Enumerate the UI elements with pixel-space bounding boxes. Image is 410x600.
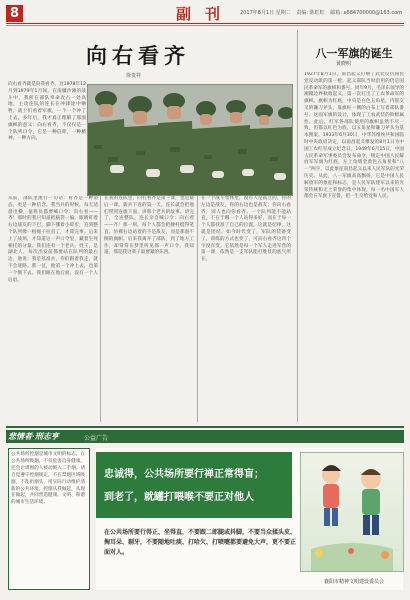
psa-body-text: 在公共场所要行得正、坐得直，不要跟二郎腿或抖脚，不要当众揉头皮、掏耳朵、剔牙，不要随地吐痰、打哈欠、打喷嚏都要避免大声，更不要正面对人。 — [104, 529, 297, 556]
psa-slogan-line-1: 忠诚得，公共场所要行禅正常得盲； — [104, 469, 264, 480]
main-article-lead: 向右看齐就是向我看齐。这1978年12月到1979年1月间，在南疆沙滩的战斗中，我所在部队奉命攻占一处高地，主攻连队的连长在冲锋途中牺牲，战士们看着军旗，一个一个冲了上去。多年后，我才真正理解了那面旗帜的意义：向右看齐，不仅仅是一个队列口令，它是一种信仰，一种精神，一种方向。 — [8, 82, 86, 142]
side-article-title: 八一军旗的诞生 — [315, 47, 393, 60]
psa-illustration — [300, 452, 404, 572]
psa-slogan-line-2: 到老了，就罐打喂喉不要正对他人 — [104, 492, 254, 503]
bottom-section-title: 悲情者·刑志亨 — [8, 431, 59, 441]
bottom-section-subtitle: 公益广告 — [84, 435, 109, 442]
section-title: 副刊 — [176, 5, 235, 23]
column-divider — [100, 196, 101, 422]
soldiers-photo — [87, 84, 293, 196]
masthead-rule-thin — [6, 25, 404, 26]
child-illustration — [301, 453, 403, 571]
masthead-rule — [6, 23, 404, 24]
column-divider — [297, 30, 298, 422]
editor-credit: 责编: 陈虹虹 — [296, 10, 325, 16]
main-article-column-2: 在我的连队里，向右看齐是第一课，也是最后一课。新兵下连的第一天，连长就会把他们带到连旗下面，讲那个老兵的故事。讲完了，全连整队，连长亲自喊口令：向右看——齐！那一刻，每个人都会把腰杆挺得笔直，仿佛右边站着的不是战友，而是那面不倒的旗帜。后来我离开了部队，到了地方工作，却常常在梦里听见那一声口令。我知道，那是我这辈子最要紧的东西。 — [104, 196, 194, 256]
page-number-badge: 8 — [6, 5, 23, 22]
main-article-author: 徐贵祥 — [126, 73, 142, 79]
side-article-author: 黄晓明 — [336, 61, 352, 67]
bottom-section-header — [6, 430, 404, 443]
masthead-meta — [236, 9, 402, 16]
psa-text: 公共场所控烟是城市文明的标志。在公共场所吸烟，不仅危害自身健康，还会让周围的人被动吸入二手烟。请自觉遵守控烟规定，不在禁烟区域吸烟，不乱扔烟头，用实际行动维护清新的公共环境。控烟从我做起，从现在做起，共同营造健康、文明、和谐的城市生活环境。 — [11, 452, 85, 506]
column-divider — [197, 196, 198, 422]
psa-signature: 襄阳市精神文明建设委员会 — [324, 579, 385, 585]
issue-date: 2017年8月1日 星期二 — [240, 10, 291, 16]
bottom-section-rule — [6, 426, 404, 428]
psa-banner — [96, 452, 292, 518]
side-article-body: 1927年8月1日，南昌起义打响了武装反抗国民党反动派的第一枪。起义部队当时沿用的仍是国民革命军的旗帜和番号。同年9月，毛泽东领导的湘赣边界秋收起义，第一次打出了工农革命军的旗帜。旗帜为红底，中央是白色五角星，内嵌交叉的镰刀斧头，靠旗杆一侧的白布上写着部队番号。这面军旗的设计，体现了工农武装的阶级属性。此后，红军各部队使用的旗帜虽然不尽一致，但都以红色为底，以五角星和镰刀斧头为基本图案。1933年6月30日，中华苏维埃共和国临时中央政府决定，以南昌起义爆发的8月1日为中国工农红军成立纪念日。1949年6月15日，中国人民革命军事委员会发布命令，规定中国人民解放军军旗为红底，左上角缀金黄色五角星和“八一”两字，以此象征南昌起义以来人民军队的光荣历史。从此，八一军旗高高飘扬，它是中国人民解放军的象征和标志，是人民军队建军以来的光荣传统和无上荣誉的集中体现。每一名中国军人都会在军旗下宣誓，把一生交给党和人民。 — [304, 72, 404, 200]
soldiers-illustration — [88, 85, 292, 195]
editor-email[interactable]: 邮箱: a884700000@163.com — [330, 10, 402, 16]
main-article-title: 向右看齐 — [86, 43, 190, 68]
main-article-column-1: 从前，部队里流行一句话：看齐是一种姿态，更是一种信念。我当兵的时候，每天清晨出操，值班员都要喊口令：向右看——齐！那时的我只知道把脑袋一偏，眼睛盯着右边战友的下巴，脚下挪着小碎步，直到整个队列像一根绳子拉直了，才算完事。后来上了战场，才知道这一声口令里，藏着生死相托的分量。我们连有一个老兵，姓王，是湖北人，每次出发前都要站在队列的最右边，他说：我是基准兵，你们跟着我走，就不会迷路。那一仗，他第一个冲上去，也第一个倒下去。我们跟在他后面，没有一个人后退。 — [8, 196, 98, 283]
main-article-column-3: 在一个战斗集体里，没有人是孤立的。你的左边是战友，你的右边也是战友；你向右看齐，别人也向你看齐。一个队列能不能站直，不在于哪一个人站得多好，而在于每一个人都找准了自己的位置。这就是纪律，这就是团结。如今时代变了，军队的装备变了，训练的方式也变了，可向右看齐这四个字没有变。它依然是每一个军人走进军营的第一课，依然是一支军队能打胜仗的底气所在。 — [201, 196, 291, 263]
